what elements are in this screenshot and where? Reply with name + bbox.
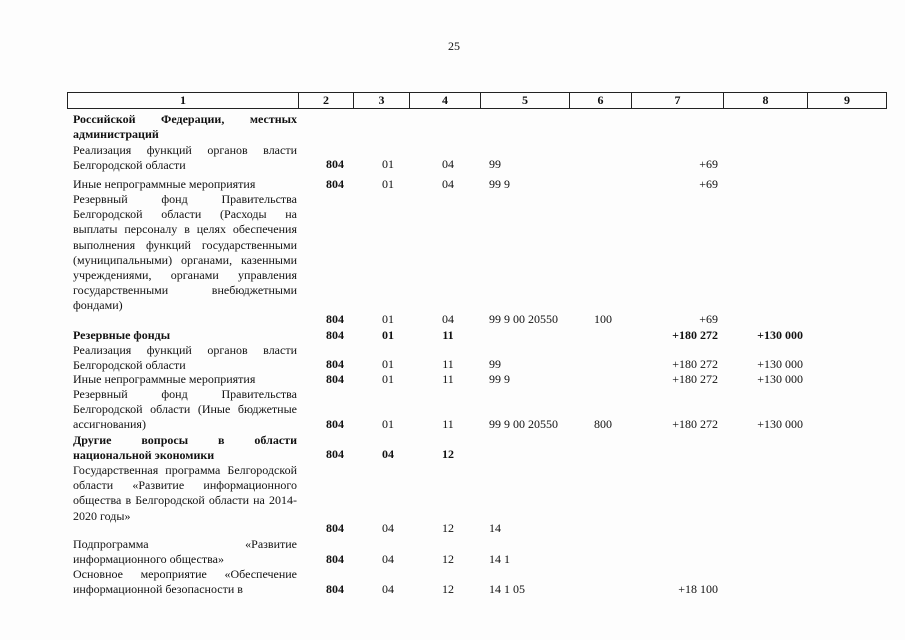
row-description: Иные непрограммные мероприятия	[73, 177, 256, 191]
col-4-value: 12	[442, 582, 454, 596]
col-4-value: 11	[442, 417, 454, 431]
col-3-value: 04	[382, 552, 394, 566]
col-3-value: 01	[382, 328, 394, 342]
col-4-value: 04	[442, 157, 454, 171]
col-7-value: +180 272	[672, 328, 718, 342]
col-5-value: 99 9 00 20550	[489, 312, 558, 326]
header-col-1: 1	[68, 93, 299, 108]
col-4-value: 04	[442, 177, 454, 191]
row-description: Резервный фонд Правительства Белгородской области (Расходы на выплаты персоналу в целях обеспечения выполнения функций государственными (муниципальными) органами, казенными учреждениями, органами управления государственными внебюджетными фондами)	[73, 192, 297, 313]
col-3-value: 01	[382, 177, 394, 191]
col-7-value: +69	[699, 177, 718, 191]
col-8-value: +130 000	[757, 417, 803, 431]
col-2-value: 804	[326, 552, 344, 566]
col-3-value: 04	[382, 521, 394, 535]
header-col-2: 2	[299, 93, 354, 108]
header-col-8: 8	[724, 93, 808, 108]
col-3-value: 01	[382, 312, 394, 326]
col-4-value: 11	[442, 372, 454, 386]
col-2-value: 804	[326, 372, 344, 386]
header-col-4: 4	[410, 93, 481, 108]
row-description: Подпрограмма «Развитие информационного общества»	[73, 537, 297, 567]
page-number: 25	[448, 39, 460, 53]
col-6-value: 800	[594, 417, 612, 431]
row-description: Резервный фонд Правительства Белгородской области (Иные бюджетные ассигнования)	[73, 387, 297, 432]
col-5-value: 14	[489, 521, 501, 535]
col-2-value: 804	[326, 312, 344, 326]
col-7-value: +69	[699, 157, 718, 171]
col-3-value: 01	[382, 157, 394, 171]
row-description: Резервные фонды	[73, 328, 171, 342]
col-7-value: +180 272	[672, 357, 718, 371]
col-2-value: 804	[326, 357, 344, 371]
row-description: Основное мероприятие «Обеспечение информационной безопасности в	[73, 567, 297, 597]
row-description: Российской Федерации, местных администраций	[73, 112, 297, 142]
row-description: Государственная программа Белгородской области «Развитие информационного общества в Белгородской области на 2014-2020 годы»	[73, 463, 297, 523]
col-2-value: 804	[326, 521, 344, 535]
col-4-value: 12	[442, 521, 454, 535]
col-5-value: 99	[489, 157, 501, 171]
col-5-value: 99 9	[489, 177, 510, 191]
row-description: Реализация функций органов власти Белгородской области	[73, 143, 297, 173]
col-3-value: 04	[382, 582, 394, 596]
col-2-value: 804	[326, 417, 344, 431]
header-col-7: 7	[632, 93, 724, 108]
col-7-value: +69	[699, 312, 718, 326]
header-col-3: 3	[354, 93, 410, 108]
col-5-value: 99	[489, 357, 501, 371]
col-2-value: 804	[326, 582, 344, 596]
col-4-value: 04	[442, 312, 454, 326]
col-2-value: 804	[326, 157, 344, 171]
col-5-value: 14 1 05	[489, 582, 525, 596]
col-2-value: 804	[326, 447, 344, 461]
col-3-value: 01	[382, 357, 394, 371]
header-col-5: 5	[481, 93, 570, 108]
header-col-6: 6	[570, 93, 632, 108]
col-4-value: 11	[442, 328, 454, 342]
row-description: Другие вопросы в области национальной экономики	[73, 433, 297, 463]
col-8-value: +130 000	[757, 357, 803, 371]
col-5-value: 14 1	[489, 552, 510, 566]
header-col-9: 9	[844, 93, 850, 107]
col-8-value: +130 000	[757, 372, 803, 386]
col-4-value: 12	[442, 552, 454, 566]
col-3-value: 04	[382, 447, 394, 461]
col-8-value: +130 000	[757, 328, 803, 342]
col-7-value: +180 272	[672, 372, 718, 386]
col-3-value: 01	[382, 417, 394, 431]
col-7-value: +18 100	[678, 582, 718, 596]
col-7-value: +180 272	[672, 417, 718, 431]
col-2-value: 804	[326, 328, 344, 342]
col-3-value: 01	[382, 372, 394, 386]
table-header	[67, 92, 887, 109]
col-4-value: 12	[442, 447, 454, 461]
col-4-value: 11	[442, 357, 454, 371]
row-description: Иные непрограммные мероприятия	[73, 372, 256, 386]
row-description: Реализация функций органов власти Белгородской области	[73, 343, 297, 373]
col-6-value: 100	[594, 312, 612, 326]
col-5-value: 99 9	[489, 372, 510, 386]
col-5-value: 99 9 00 20550	[489, 417, 558, 431]
col-2-value: 804	[326, 177, 344, 191]
